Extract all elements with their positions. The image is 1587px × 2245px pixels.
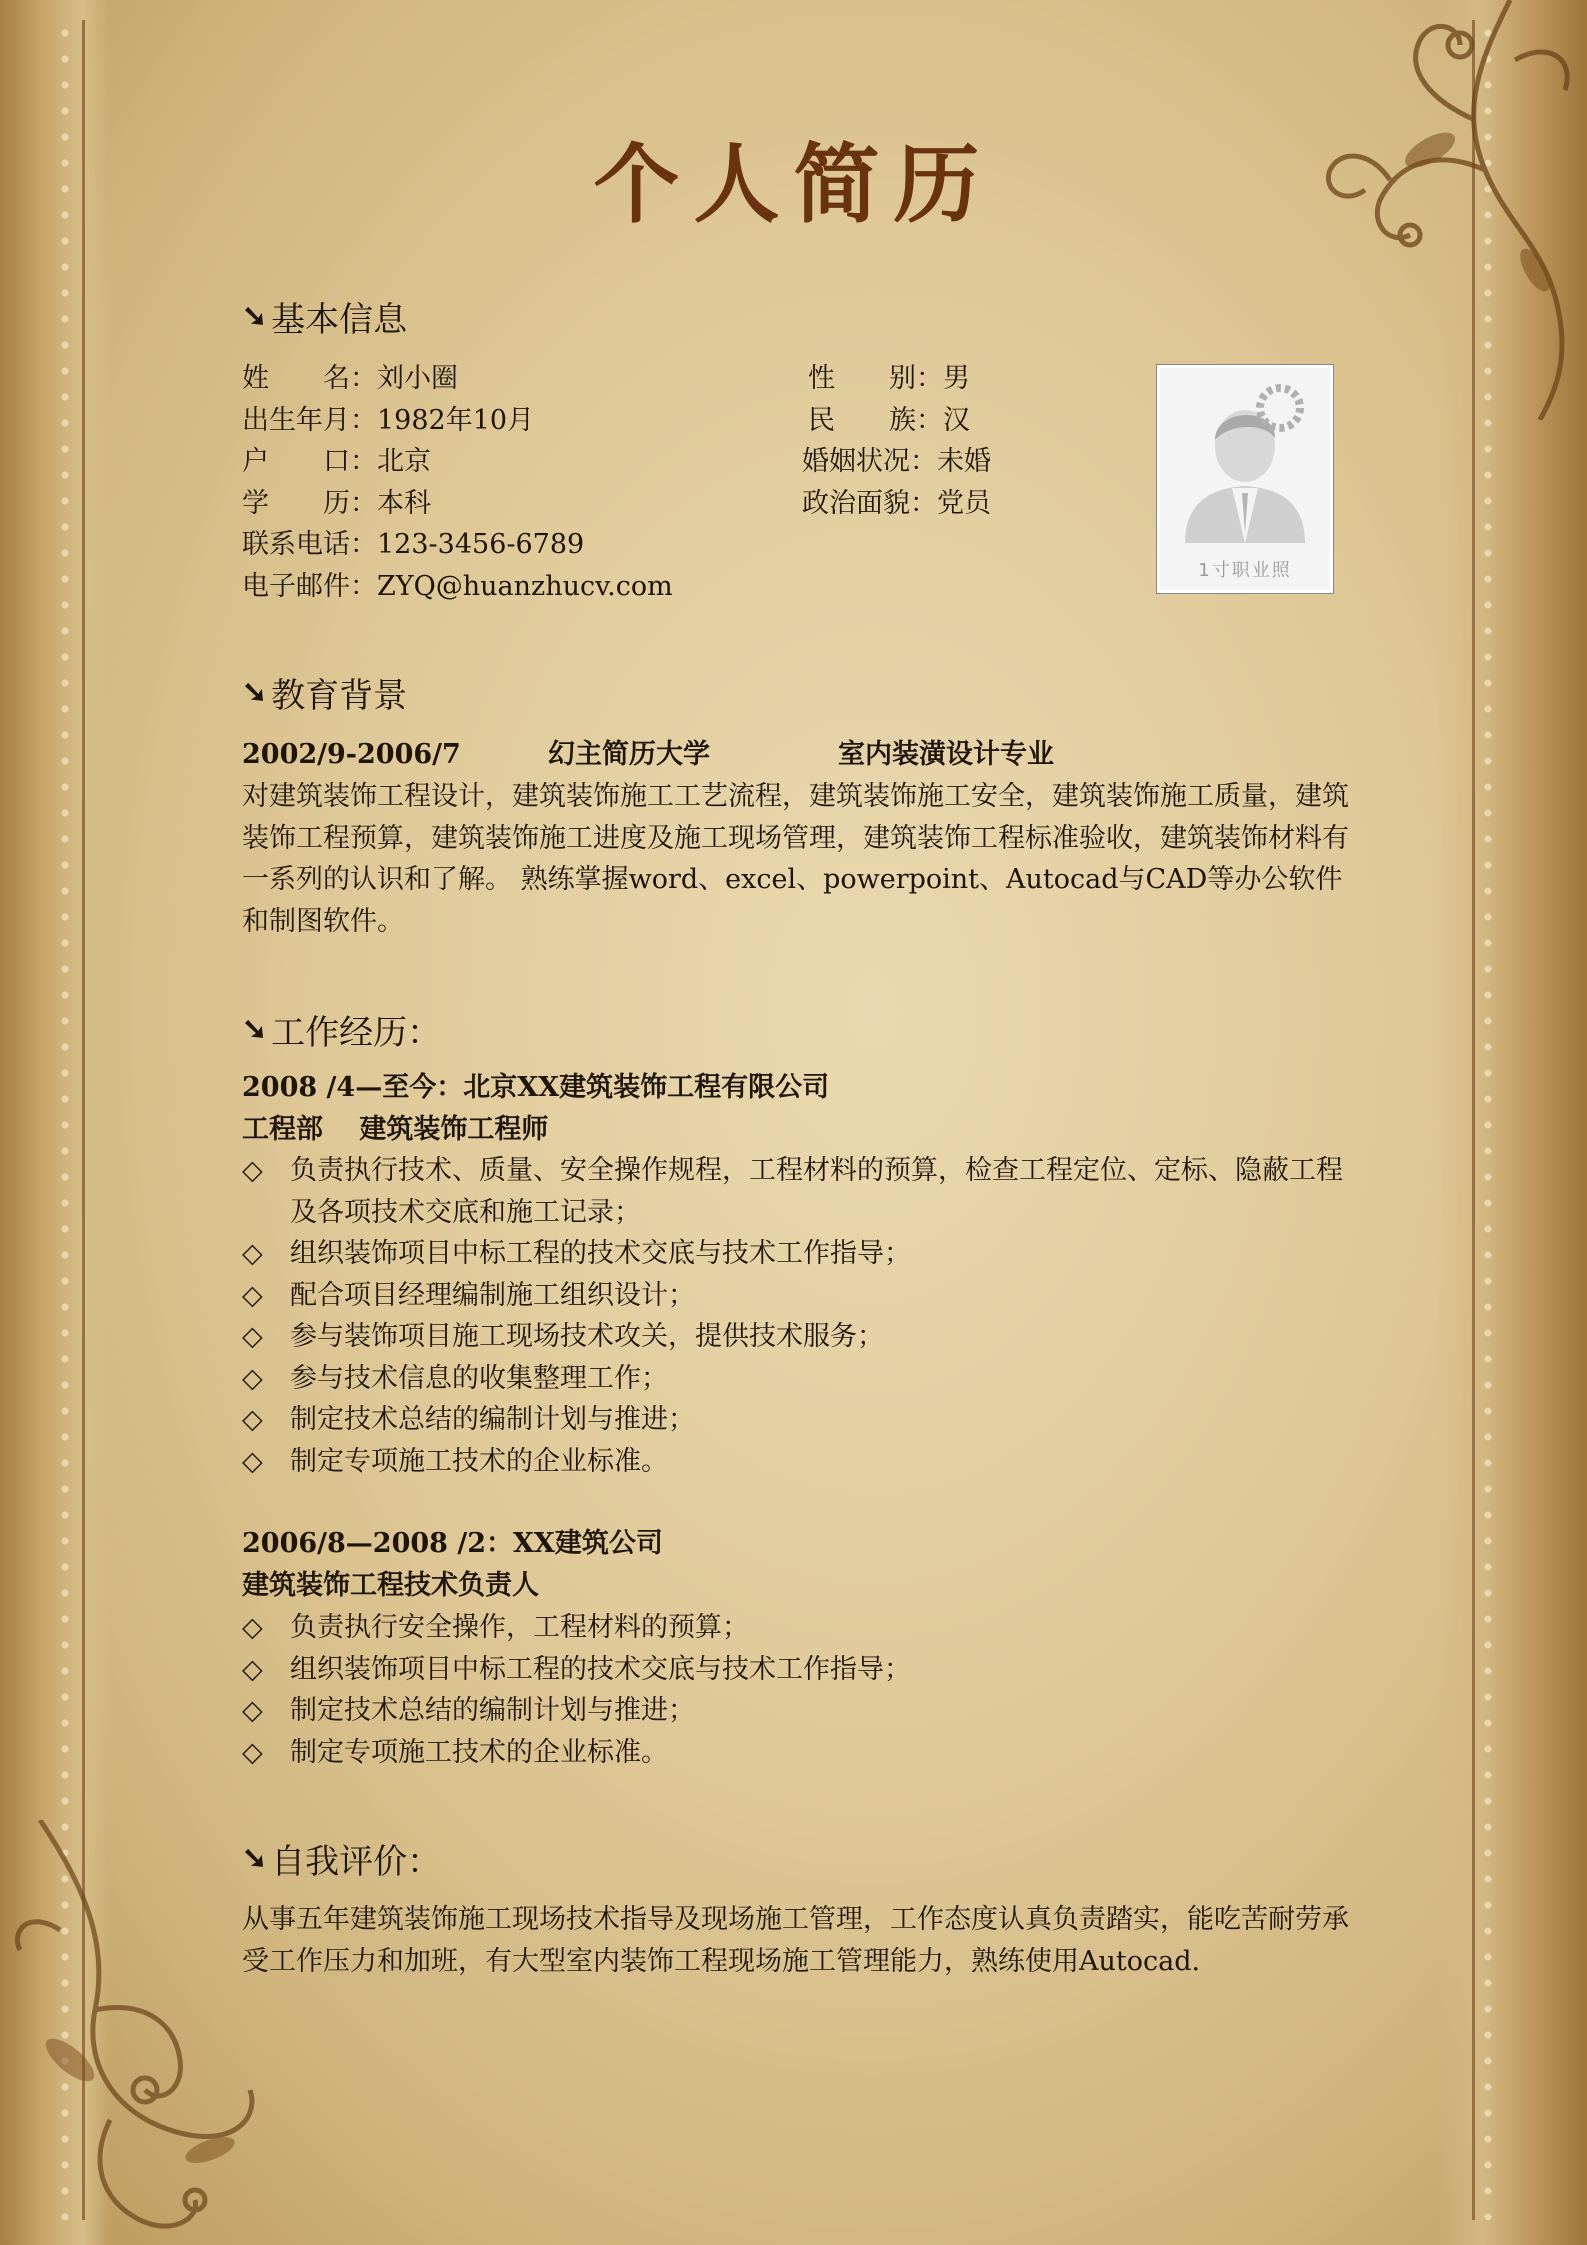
section-heading-work (242, 1005, 441, 1054)
job-role: 工程部 建筑装饰工程师 (242, 1114, 549, 1145)
diamond-bullet-icon: ◇ (242, 1695, 263, 1726)
diamond-bullet-icon: ◇ (242, 1279, 263, 1311)
section-heading-basic (242, 292, 407, 341)
duty-item (242, 1649, 1350, 1691)
name-field: 姓 名：刘小圈 (242, 363, 458, 394)
duty-text: 负责执行技术、质量、安全操作规程，工程材料的预算，检查工程定位、定标、隐蔽工程及各项技术交底和施工记录； (290, 1155, 1343, 1228)
duty-item (242, 1316, 1350, 1358)
section-heading-education (242, 668, 407, 717)
arrow-down-right-icon: ➘ (242, 675, 268, 710)
job-header: 2006/8—2008 /2：XX建筑公司 (242, 1528, 663, 1559)
duty-item (242, 1399, 1350, 1441)
diamond-bullet-icon: ◇ (242, 1612, 263, 1643)
duty-item (242, 1690, 1350, 1732)
diamond-bullet-icon: ◇ (242, 1321, 263, 1352)
arrow-down-right-icon: ➘ (242, 1841, 268, 1876)
section-title-basic: 基本信息 (271, 300, 408, 340)
section-title-work: 工作经历： (271, 1013, 442, 1053)
ethnicity-field: 民 族：汉 (808, 405, 970, 436)
duty-text: 制定技术总结的编制计划与推进； (290, 1695, 695, 1726)
arrow-down-right-icon: ➘ (242, 1012, 268, 1047)
duty-text: 制定专项施工技术的企业标准。 (290, 1736, 668, 1768)
self-evaluation-text: 从事五年建筑装饰施工现场技术指导及现场施工管理，工作态度认真负责踏实，能吃苦耐劳承受工作压力和加班，有大型室内装饰工程现场施工管理能力，熟练使用Autocad. (242, 1904, 1349, 1977)
job-duty-list (242, 1607, 1350, 1773)
duty-text: 参与装饰项目施工现场技术攻关，提供技术服务； (290, 1321, 884, 1352)
section-title-self: 自我评价： (271, 1842, 442, 1882)
duty-text: 配合项目经理编制施工组织设计； (290, 1279, 695, 1311)
job-role: 建筑装饰工程技术负责人 (242, 1570, 539, 1601)
person-silhouette-icon (1160, 368, 1330, 558)
political-field: 政治面貌：党员 (802, 488, 991, 519)
arrow-down-right-icon: ➘ (242, 299, 268, 334)
diamond-bullet-icon: ◇ (242, 1736, 263, 1768)
job-header: 2008 /4—至今：北京XX建筑装饰工程有限公司 (242, 1072, 830, 1103)
photo-placeholder (1157, 365, 1333, 593)
page-title: 个人简历 (593, 134, 994, 235)
duty-text: 负责执行安全操作，工程材料的预算； (290, 1612, 749, 1643)
gender-field: 性 别：男 (808, 363, 970, 394)
section-heading-self (242, 1834, 441, 1883)
duty-item (242, 1150, 1350, 1233)
birth-field: 出生年月：1982年10月 (242, 405, 535, 436)
duty-item (242, 1607, 1350, 1649)
diamond-bullet-icon: ◇ (242, 1362, 263, 1394)
duty-text: 组织装饰项目中标工程的技术交底与技术工作指导； (290, 1653, 911, 1685)
diamond-bullet-icon: ◇ (242, 1653, 263, 1685)
diamond-bullet-icon: ◇ (242, 1238, 263, 1269)
section-title-education: 教育背景 (271, 676, 408, 716)
degree-field: 学 历：本科 (242, 488, 431, 519)
marital-field: 婚姻状况：未婚 (802, 446, 991, 477)
duty-item (242, 1358, 1350, 1400)
phone-field: 联系电话：123-3456-6789 (242, 529, 585, 560)
duty-text: 制定技术总结的编制计划与推进； (290, 1404, 695, 1435)
duty-text: 参与技术信息的收集整理工作； (290, 1362, 668, 1394)
duty-item (242, 1441, 1350, 1483)
duty-text: 组织装饰项目中标工程的技术交底与技术工作指导； (290, 1238, 911, 1269)
diamond-bullet-icon: ◇ (242, 1445, 263, 1477)
education-school: 幻主简历大学 (548, 739, 710, 770)
job-duty-list (242, 1150, 1350, 1482)
duty-item (242, 1275, 1350, 1317)
diamond-bullet-icon: ◇ (242, 1404, 263, 1435)
hukou-field: 户 口：北京 (242, 446, 431, 477)
duty-item (242, 1732, 1350, 1774)
email-field: 电子邮件：ZYQ@huanzhucv.com (242, 571, 673, 602)
education-major: 室内装潢设计专业 (838, 739, 1054, 770)
duty-text: 制定专项施工技术的企业标准。 (290, 1445, 668, 1477)
duty-item (242, 1233, 1350, 1275)
floral-ornament-bottom-left (0, 1820, 300, 2245)
education-description: 对建筑装饰工程设计，建筑装饰施工工艺流程，建筑装饰施工安全，建筑装饰施工质量，建筑装饰工程预算，建筑装饰施工进度及施工现场管理，建筑装饰工程标准验收，建筑装饰材料有一系列的认识和了解。 熟练掌握word、excel、powerpoint、Autocad与CAD等办公软件和制图软件。 (242, 781, 1349, 937)
education-period: 2002/9-2006/7 (242, 739, 461, 770)
diamond-bullet-icon: ◇ (242, 1155, 263, 1186)
photo-caption: 1寸职业照 (1198, 560, 1292, 581)
